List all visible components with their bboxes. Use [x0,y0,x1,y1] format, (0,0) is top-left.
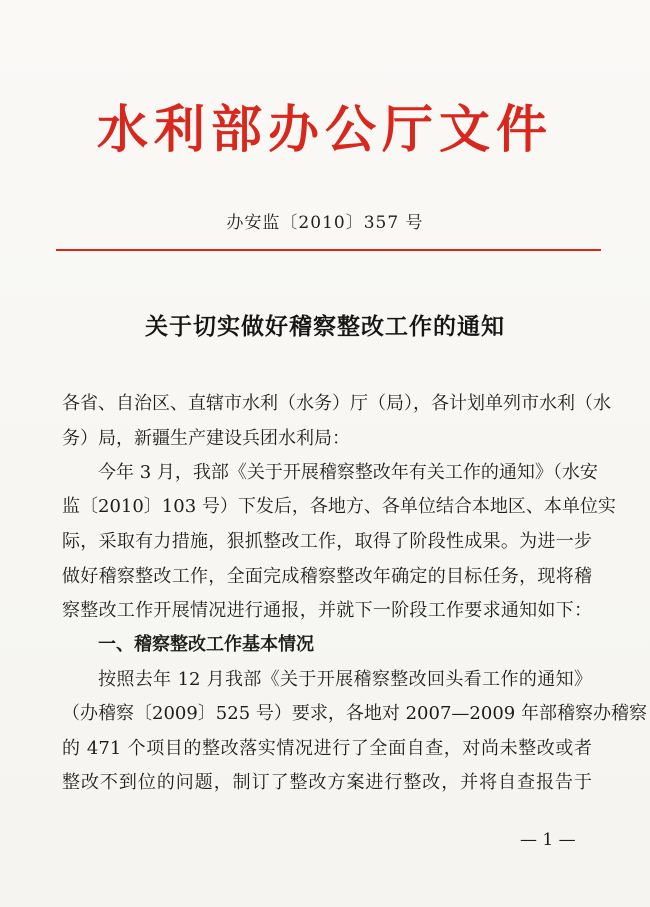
body-line-5: 察整改工作开展情况进行通报，并就下一阶段工作要求通知如下： [62,600,592,621]
body-line-2: 监〔2010〕103 号）下发后，各地方、各单位结合本地区、本单位实 [62,496,616,517]
body-line-6: 按照去年 12 月我部《关于开展稽察整改回头看工作的通知》 [98,669,592,690]
body-line-addressee-2: 务）局，新疆生产建设兵团水利局： [62,428,350,449]
section-heading: 一、稽察整改工作基本情况 [98,634,314,655]
body-line-9: 整改不到位的问题，制订了整改方案进行整改，并将自查报告于 [62,772,592,793]
document-number: 办安监〔2010〕357 号 [226,213,424,233]
notice-title: 关于切实做好稽察整改工作的通知 [145,313,505,340]
body-line-1: 今年 3 月，我部《关于开展稽察整改年有关工作的通知》（水安 [98,462,598,483]
body-line-3: 际，采取有力措施，狠抓整改工作，取得了阶段性成果。为进一步 [62,531,592,552]
body-line-4: 做好稽察整改工作，全面完成稽察整改年确定的目标任务，现将稽 [62,566,592,587]
body-line-8: 的 471 个项目的整改落实情况进行了全面自查，对尚未整改或者 [62,738,592,759]
page-number: — 1 — [520,830,576,850]
issuer-header-title: 水利部办公厅文件 [96,100,553,160]
body-line-7: （办稽察〔2009〕525 号）要求，各地对 2007—2009 年部稽察办稽察 [62,703,647,724]
body-line-addressee-1: 各省、自治区、直辖市水利（水务）厅（局），各计划单列市水利（水 [62,393,611,414]
red-divider-line [56,249,601,251]
